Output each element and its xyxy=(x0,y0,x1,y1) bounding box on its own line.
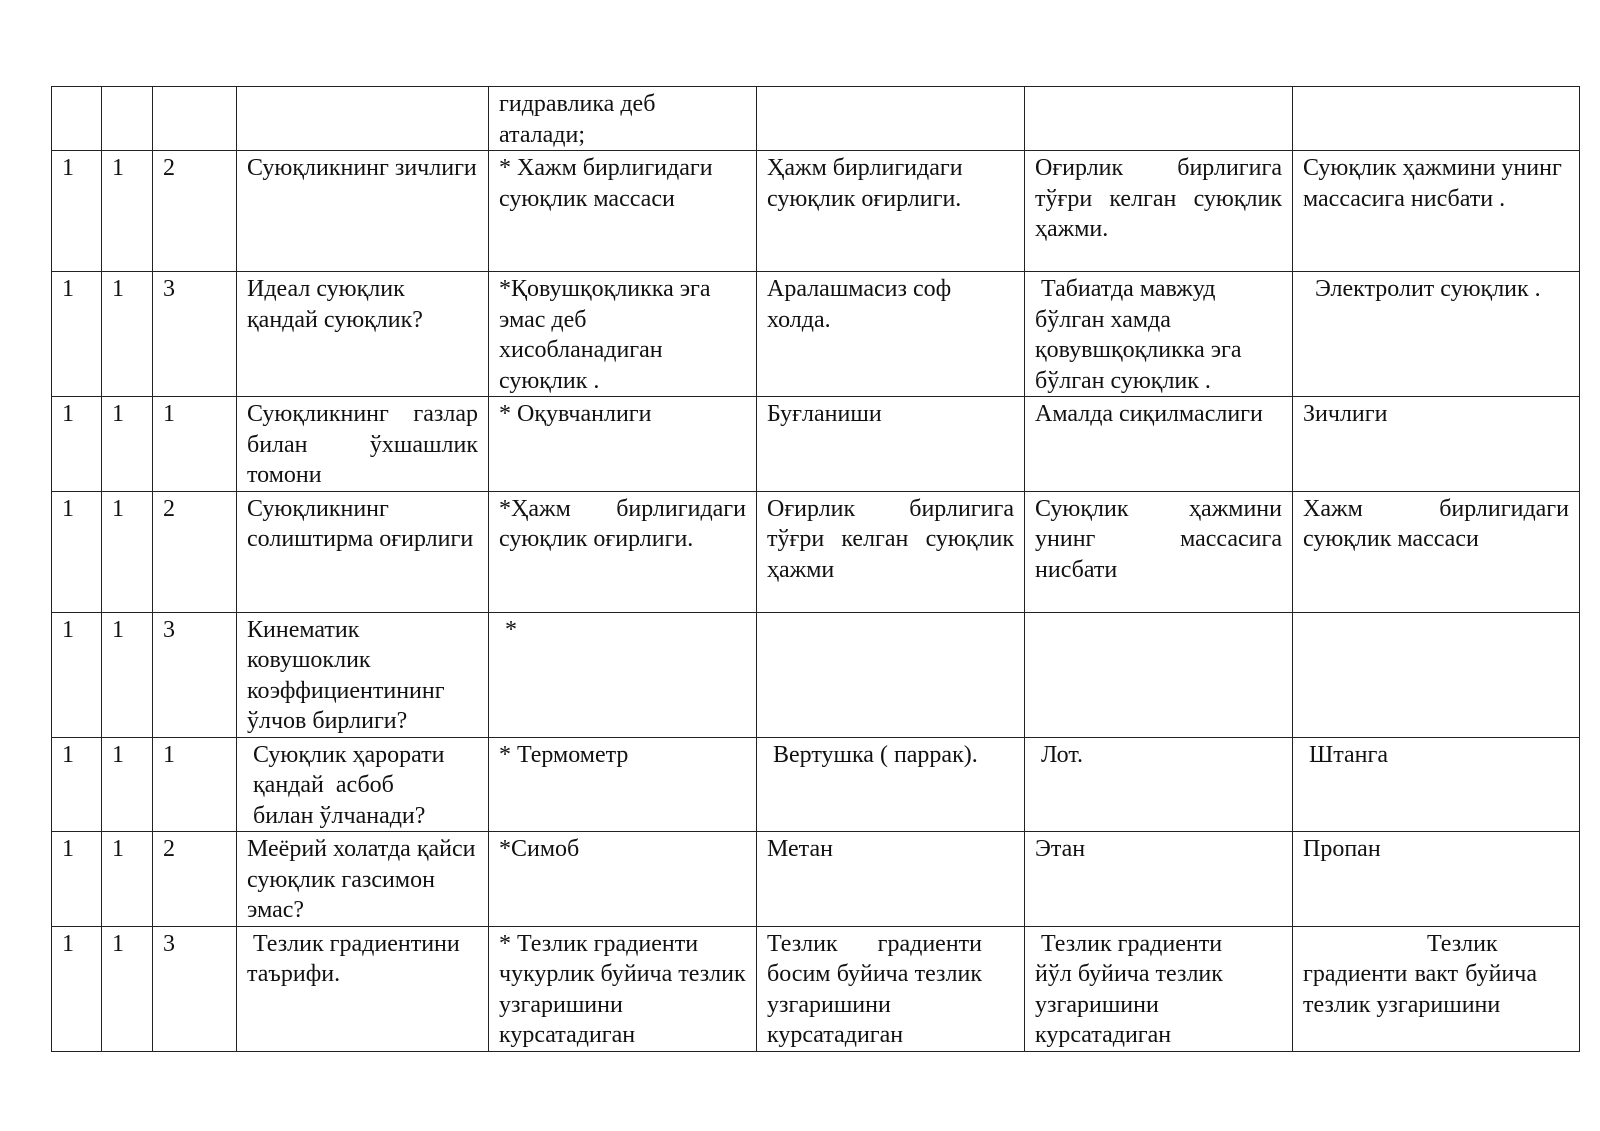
cell-option-2: Тезлик градиенти босим буйича тезлик узгаришини курсатадиган xyxy=(757,926,1025,1051)
cell-option-2: Аралашмасиз соф холда. xyxy=(757,272,1025,397)
cell-num-a: 1 xyxy=(52,397,102,492)
cell-num-a: 1 xyxy=(52,926,102,1051)
cell-answer-correct: * Термометр xyxy=(489,737,757,832)
table-row xyxy=(52,737,1580,832)
cell-option-4: Электролит суюқлик . xyxy=(1293,272,1580,397)
cell-num-a: 1 xyxy=(52,612,102,737)
cell-num-c: 2 xyxy=(153,151,237,272)
cell-num-a xyxy=(52,87,102,151)
cell-num-b xyxy=(102,87,153,151)
cell-option-4 xyxy=(1293,612,1580,737)
cell-question xyxy=(237,87,489,151)
cell-num-c: 2 xyxy=(153,832,237,927)
cell-answer-correct: * Тезлик градиенти чукурлик буйича тезлик узгаришини курсатадиган xyxy=(489,926,757,1051)
cell-num-b: 1 xyxy=(102,151,153,272)
cell-answer-correct: *Ҳажм бирлигидаги суюқлик оғирлиги. xyxy=(489,491,757,612)
cell-num-c: 2 xyxy=(153,491,237,612)
table-row xyxy=(52,397,1580,492)
cell-num-b: 1 xyxy=(102,832,153,927)
cell-option-4: Суюқлик ҳажмини унинг массасига нисбати . xyxy=(1293,151,1580,272)
cell-question: Тезлик градиентини таърифи. xyxy=(237,926,489,1051)
cell-option-4: Пропан xyxy=(1293,832,1580,927)
cell-num-b: 1 xyxy=(102,272,153,397)
cell-question: Суюқлик ҳарорати қандай асбоб билан ўлчанади? xyxy=(237,737,489,832)
cell-answer-correct: *Симоб xyxy=(489,832,757,927)
cell-option-2: Ҳажм бирлигидаги суюқлик оғирлиги. xyxy=(757,151,1025,272)
cell-num-b: 1 xyxy=(102,926,153,1051)
cell-num-c: 3 xyxy=(153,272,237,397)
cell-question: Идеал суюқлик қандай суюқлик? xyxy=(237,272,489,397)
cell-option-3: Этан xyxy=(1025,832,1293,927)
cell-option-3: Оғирлик бирлигига тўғри келган суюқлик ҳажми. xyxy=(1025,151,1293,272)
cell-option-3: Тезлик градиенти йўл буйича тезлик узгаришини курсатадиган xyxy=(1025,926,1293,1051)
table-row xyxy=(52,491,1580,612)
cell-num-c: 3 xyxy=(153,926,237,1051)
cell-question: Суюқликнинг солиштирма оғирлиги xyxy=(237,491,489,612)
table-row xyxy=(52,87,1580,151)
cell-option-3: Табиатда мавжуд бўлган хамда қовувшқоқликка эга бўлган суюқлик . xyxy=(1025,272,1293,397)
table-row xyxy=(52,926,1580,1051)
cell-num-b: 1 xyxy=(102,397,153,492)
cell-option-2: Буғланиши xyxy=(757,397,1025,492)
cell-num-a: 1 xyxy=(52,151,102,272)
cell-answer-correct: гидравлика деб аталади; xyxy=(489,87,757,151)
cell-answer-correct: * Оқувчанлиги xyxy=(489,397,757,492)
questions-table xyxy=(51,86,1580,1052)
cell-question: Суюқликнинг газлар билан ўхшашлик томони xyxy=(237,397,489,492)
cell-option-3 xyxy=(1025,87,1293,151)
cell-num-a: 1 xyxy=(52,491,102,612)
cell-option-2: Вертушка ( паррак). xyxy=(757,737,1025,832)
cell-option-2 xyxy=(757,87,1025,151)
cell-option-2 xyxy=(757,612,1025,737)
cell-num-a: 1 xyxy=(52,832,102,927)
cell-num-c xyxy=(153,87,237,151)
cell-question: Кинематик ковушоклик коэффициентининг ўлчов бирлиги? xyxy=(237,612,489,737)
table-row xyxy=(52,612,1580,737)
cell-option-2: Метан xyxy=(757,832,1025,927)
cell-num-b: 1 xyxy=(102,737,153,832)
cell-question: Суюқликнинг зичлиги xyxy=(237,151,489,272)
cell-num-a: 1 xyxy=(52,272,102,397)
cell-option-3: Суюқлик ҳажмини унинг массасига нисбати xyxy=(1025,491,1293,612)
cell-question: Меёрий холатда қайси суюқлик газсимон эмас? xyxy=(237,832,489,927)
table-row xyxy=(52,151,1580,272)
cell-num-c: 3 xyxy=(153,612,237,737)
cell-option-3: Лот. xyxy=(1025,737,1293,832)
cell-option-3 xyxy=(1025,612,1293,737)
table-row xyxy=(52,272,1580,397)
cell-num-a: 1 xyxy=(52,737,102,832)
cell-num-c: 1 xyxy=(153,397,237,492)
table-row xyxy=(52,832,1580,927)
cell-num-b: 1 xyxy=(102,612,153,737)
cell-num-c: 1 xyxy=(153,737,237,832)
cell-option-4: Штанга xyxy=(1293,737,1580,832)
cell-answer-correct: *Қовушқоқликка эга эмас деб хисобланадиган суюқлик . xyxy=(489,272,757,397)
cell-answer-correct: * xyxy=(489,612,757,737)
cell-option-3: Амалда сиқилмаслиги xyxy=(1025,397,1293,492)
cell-option-4: Хажм бирлигидаги суюқлик массаси xyxy=(1293,491,1580,612)
cell-num-b: 1 xyxy=(102,491,153,612)
cell-option-4: Зичлиги xyxy=(1293,397,1580,492)
cell-option-4: Тезлик градиенти вакт буйича тезлик узгаришини xyxy=(1293,926,1580,1051)
cell-option-2: Оғирлик бирлигига тўғри келган суюқлик ҳажми xyxy=(757,491,1025,612)
cell-option-4 xyxy=(1293,87,1580,151)
cell-answer-correct: * Хажм бирлигидаги суюқлик массаси xyxy=(489,151,757,272)
